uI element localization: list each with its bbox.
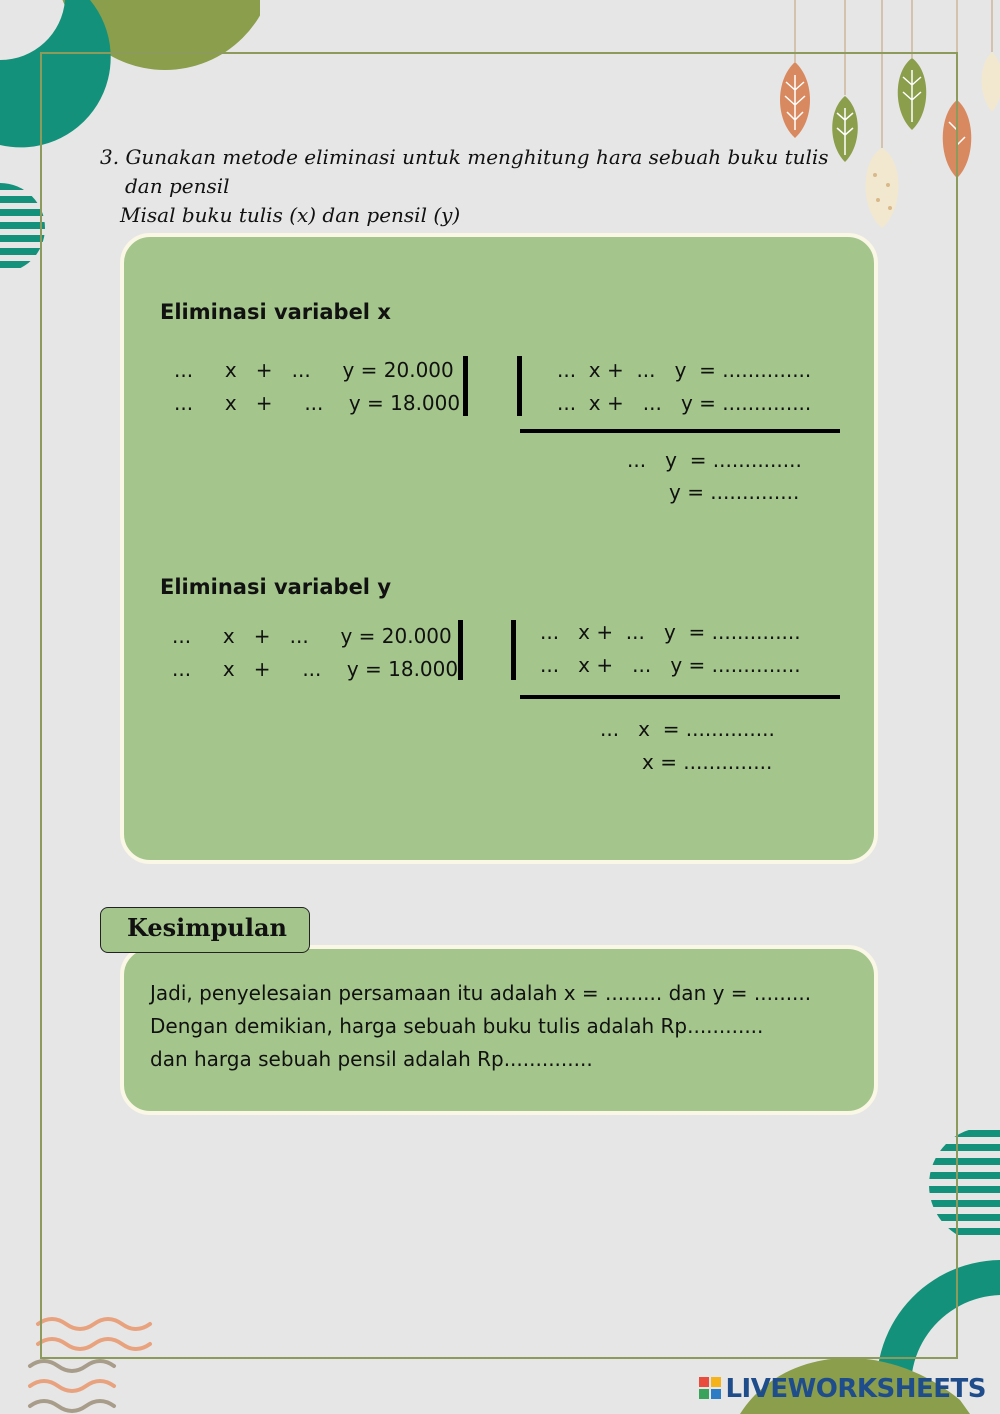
elim-x-eq-right-2[interactable]: ... x + ... y = .............. (557, 391, 812, 415)
elim-x-eq-left-1: ... x + ... y = 20.000 (174, 358, 454, 382)
elim-y-result-2[interactable]: x = .............. (642, 750, 773, 774)
elim-x-result-1[interactable]: ... y = .............. (627, 448, 802, 472)
liveworksheets-logo-icon (699, 1377, 721, 1399)
elim-y-eq-left-2: ... x + ... y = 18.000 (172, 657, 459, 681)
elim-y-result-1[interactable]: ... x = .............. (600, 717, 775, 741)
elim-y-eq-left-1: ... x + ... y = 20.000 (172, 624, 452, 648)
subtraction-line (520, 429, 840, 433)
divider-bar (463, 356, 468, 416)
liveworksheets-brand (699, 1374, 986, 1404)
conclusion-line-3[interactable]: dan harga sebuah pensil adalah Rp.............. (150, 1047, 593, 1071)
divider-bar (458, 620, 463, 680)
question-line-3: Misal buku tulis (x) dan pensil (y) (120, 203, 461, 227)
elim-y-eq-right-2[interactable]: ... x + ... y = .............. (540, 653, 801, 677)
subtraction-line (520, 695, 840, 699)
heading-elim-y: Eliminasi variabel y (160, 575, 392, 599)
conclusion-line-2[interactable]: Dengan demikian, harga sebuah buku tulis adalah Rp............ (150, 1014, 764, 1038)
question-line-2: dan pensil (125, 174, 230, 198)
conclusion-label: Kesimpulan (100, 907, 310, 953)
elim-x-eq-left-2: ... x + ... y = 18.000 (174, 391, 461, 415)
question-line-1: 3. Gunakan metode eliminasi untuk menghitung hara sebuah buku tulis (100, 145, 829, 169)
conclusion-line-1[interactable]: Jadi, penyelesaian persamaan itu adalah x = ......... dan y = ......... (150, 981, 812, 1005)
elim-x-eq-right-1[interactable]: ... x + ... y = .............. (557, 358, 812, 382)
elim-x-result-2[interactable]: y = .............. (669, 480, 800, 504)
elim-y-eq-right-1[interactable]: ... x + ... y = .............. (540, 620, 801, 644)
brand-name: LIVEWORKSHEETS (725, 1374, 986, 1404)
heading-elim-x: Eliminasi variabel x (160, 300, 391, 324)
divider-bar (511, 620, 516, 680)
divider-bar (517, 356, 522, 416)
